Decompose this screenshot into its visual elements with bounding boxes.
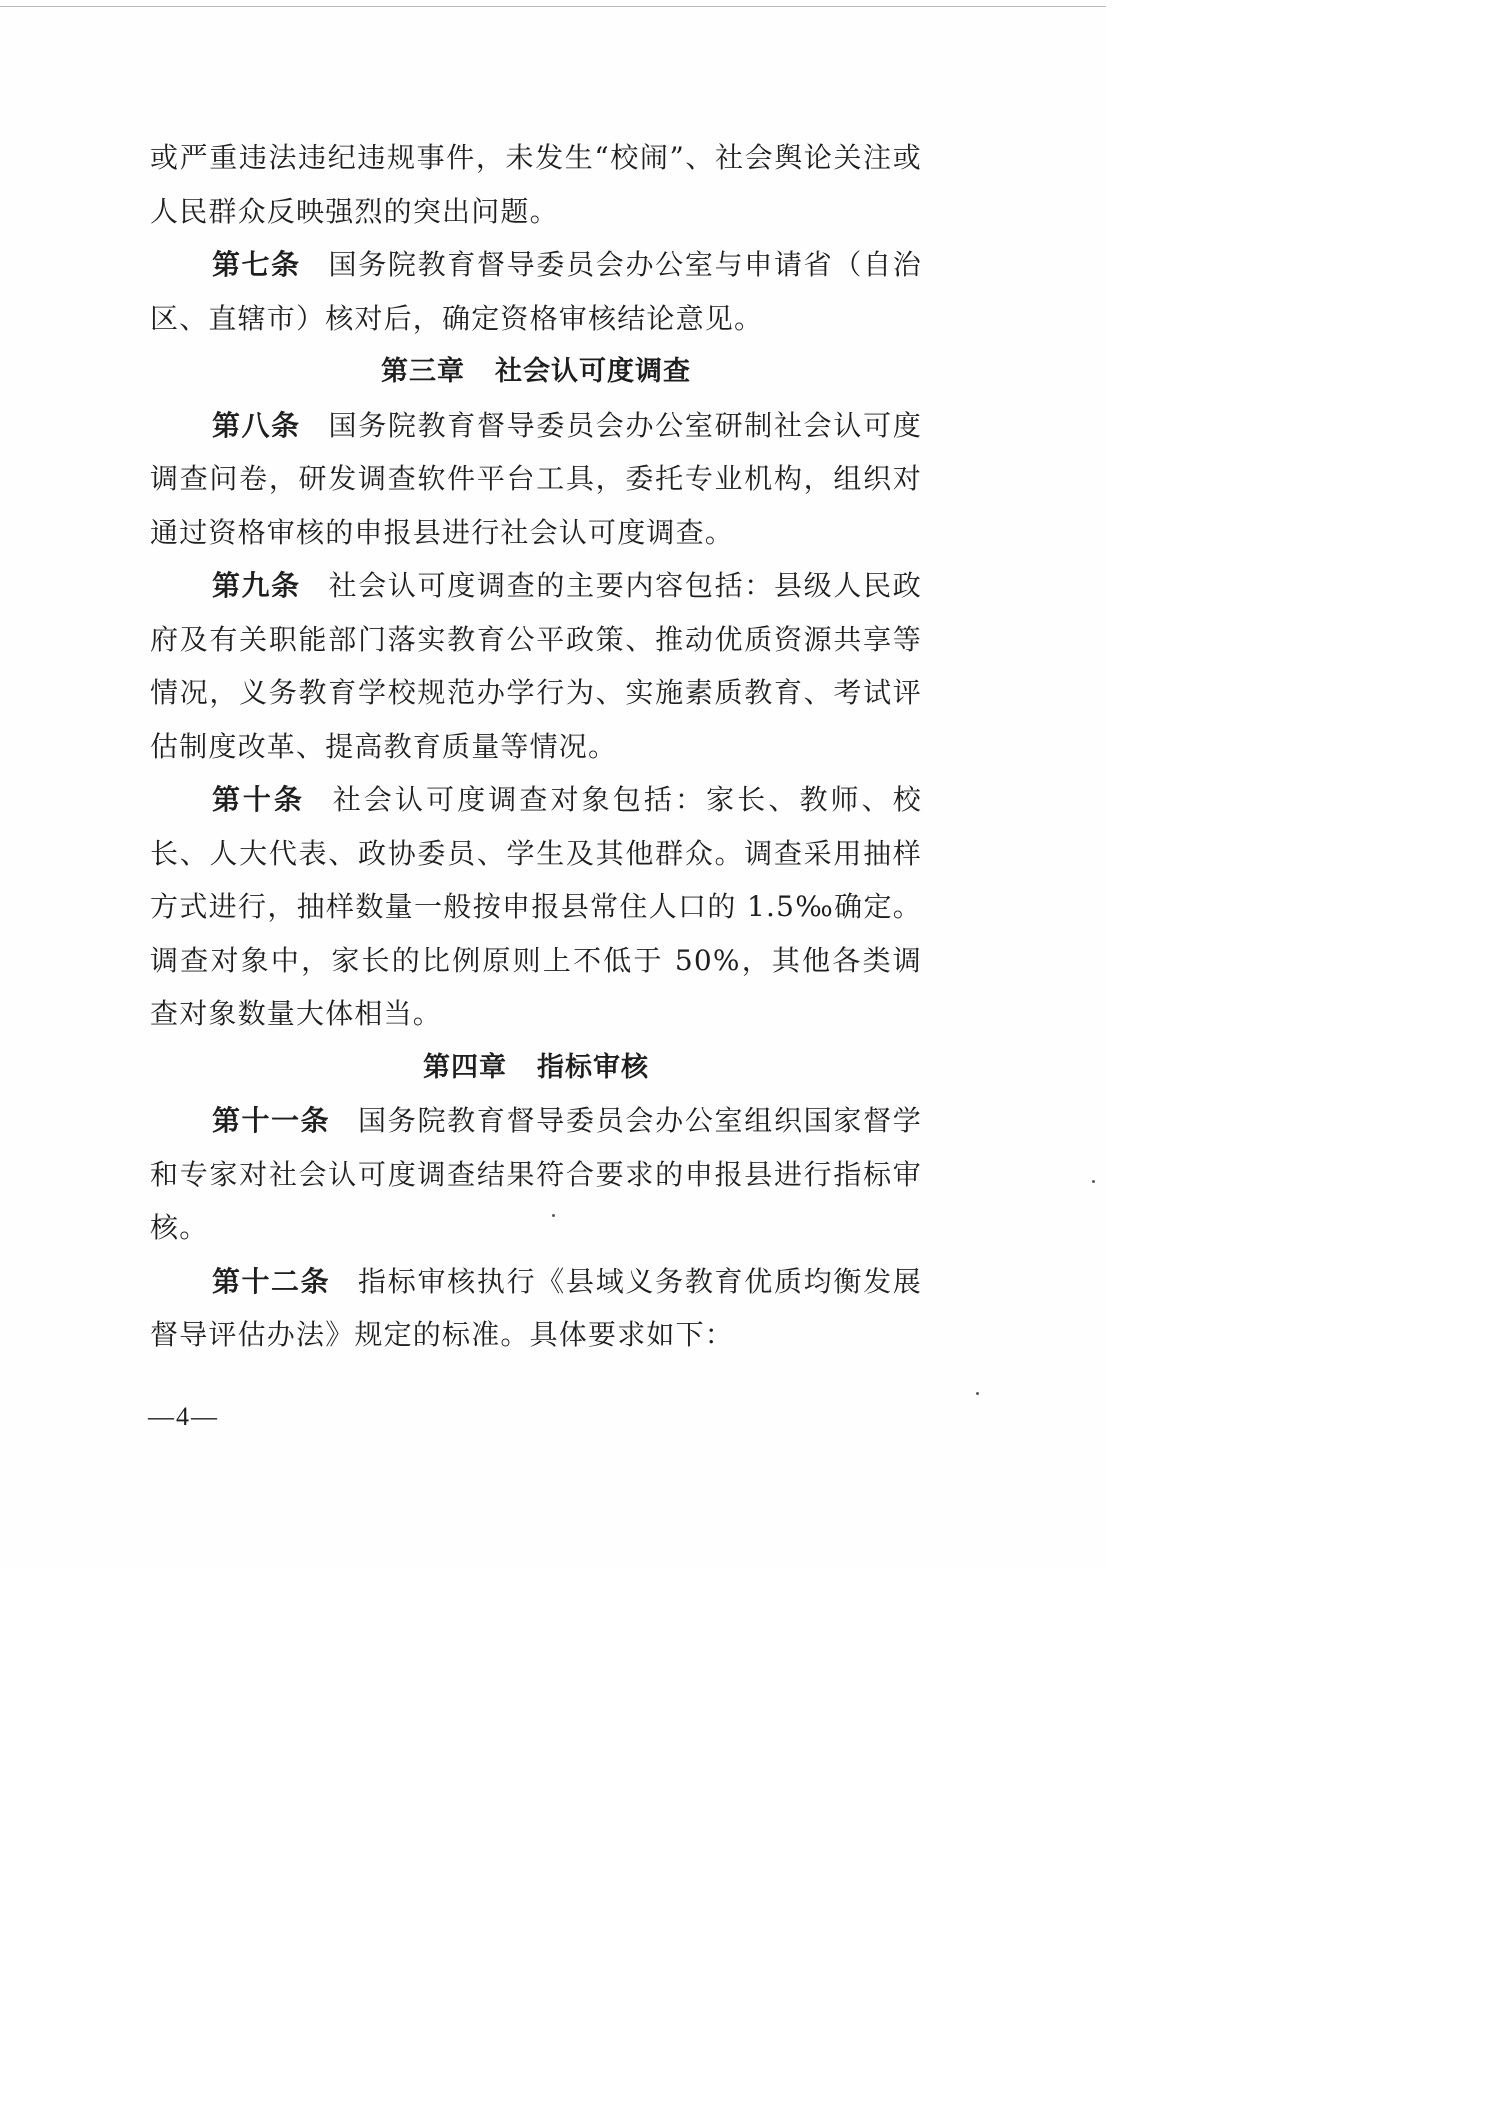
article-text: 社会认可度调查的主要内容包括：县级人民政府及有关职能部门落实教育公平政策、推动优质资源共享等情况，义务教育学校规范办学行为、实施素质教育、考试评估制度改革、提高教育质量等情况。 (150, 569, 922, 763)
page-number: —4— (148, 1402, 219, 1431)
article-label: 第十条 (212, 783, 305, 816)
chapter-number: 第三章 (381, 356, 465, 387)
chapter-number: 第四章 (423, 1051, 507, 1083)
chapter-3-heading (150, 345, 922, 399)
article-label: 第十一条 (212, 1104, 331, 1137)
chapter-title: 社会认可度调查 (495, 356, 691, 387)
scan-speck (1092, 1180, 1095, 1183)
article-text: 国务院教育督导委员会办公室研制社会认可度调查问卷，研发调查软件平台工具，委托专业机构，组织对通过资格审核的申报县进行社会认可度调查。 (150, 408, 922, 549)
article-text: 社会认可度调查对象包括：家长、教师、校长、人大代表、政协委员、学生及其他群众。调查采用抽样方式进行，抽样数量一般按申报县常住人口的 1.5‰确定。调查对象中，家长的比例原则上不低于 50%，其他各类调查对象数量大体相当。 (150, 783, 922, 1030)
paragraph-continuation (150, 131, 922, 238)
scan-speck (552, 1214, 555, 1217)
article-text: 国务院教育督导委员会办公室组织国家督学和专家对社会认可度调查结果符合要求的申报县进行指标审核。 (150, 1104, 922, 1244)
paragraph-text: 或严重违法违纪违规事件，未发生“校闹”、社会舆论关注或人民群众反映强烈的突出问题。 (150, 141, 922, 228)
scan-speck (976, 1392, 979, 1395)
article-text: 指标审核执行《县域义务教育优质均衡发展督导评估办法》规定的标准。具体要求如下： (150, 1264, 922, 1351)
article-label: 第七条 (212, 248, 301, 281)
scan-edge-line (0, 6, 1106, 7)
article-label: 第十二条 (212, 1264, 331, 1298)
article-label: 第九条 (212, 569, 301, 602)
article-label: 第八条 (212, 408, 301, 442)
article-text: 国务院教育督导委员会办公室与申请省（自治区、直辖市）核对后，确定资格审核结论意见。 (150, 248, 922, 335)
article-10 (150, 773, 922, 1041)
chapter-4-heading (150, 1041, 922, 1095)
article-9 (150, 559, 922, 773)
article-12 (150, 1255, 922, 1362)
article-8 (150, 399, 922, 560)
article-11 (150, 1094, 922, 1255)
article-7 (150, 238, 922, 345)
document-body (150, 131, 922, 1362)
chapter-title: 指标审核 (537, 1051, 649, 1083)
